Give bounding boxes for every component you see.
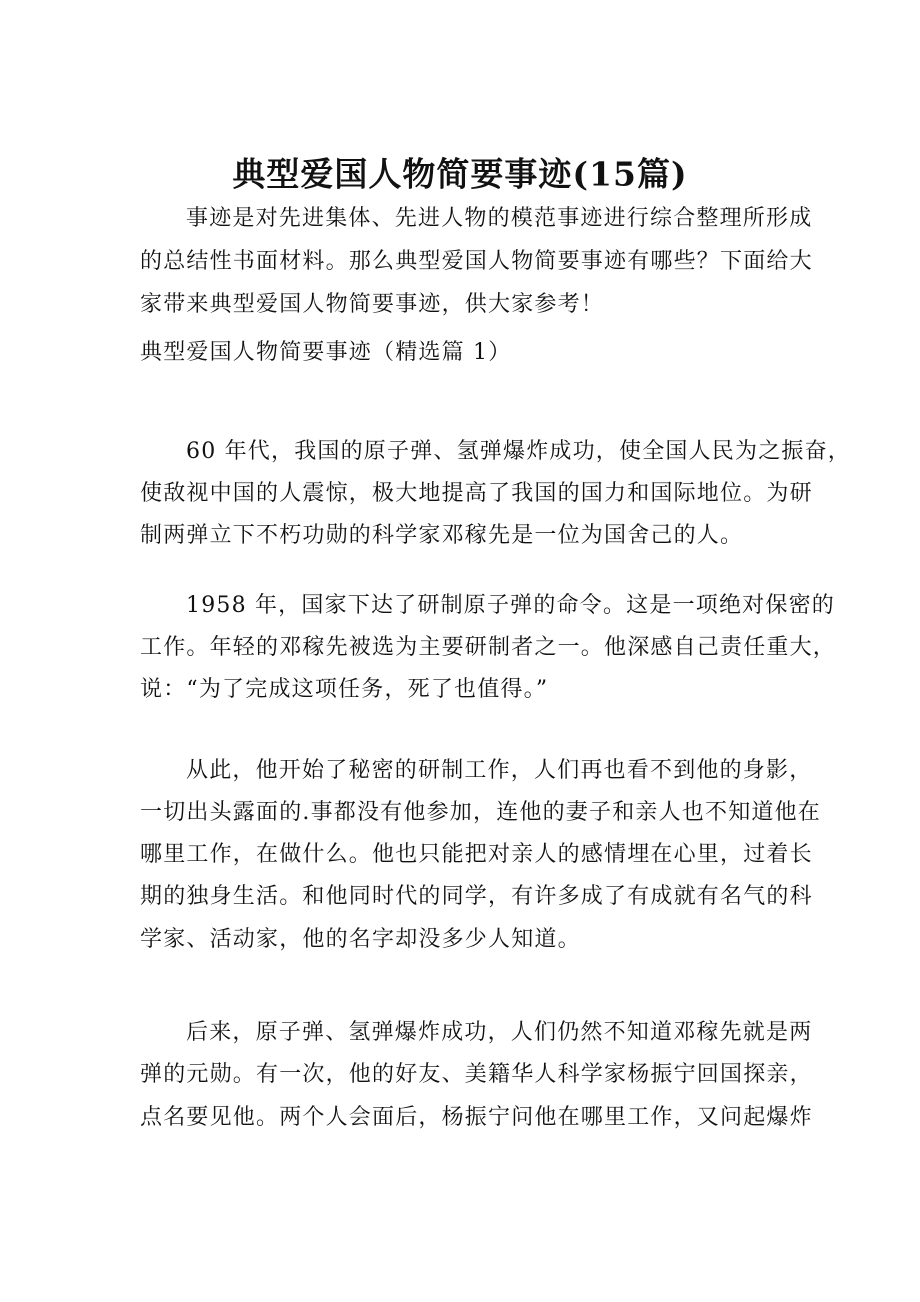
text-line: 家带来典型爱国人物简要事迹，供大家参考！ bbox=[140, 292, 605, 317]
text-line: 从此，他开始了秘密的研制工作，人们再也看不到他的身影， bbox=[186, 758, 813, 783]
text-line: 弹的元勋。有一次，他的好友、美籍华人科学家杨振宁回国探亲， bbox=[140, 1062, 813, 1087]
text-line: 期的独身生活。和他同时代的同学，有许多成了有成就有名气的科 bbox=[140, 884, 813, 909]
text-line: 使敌视中国的人震惊，极大地提高了我国的国力和国际地位。为研 bbox=[140, 481, 813, 506]
text-line: 工作。年轻的邓稼先被选为主要研制者之一。他深感自己责任重大， bbox=[140, 635, 837, 660]
text-line: 的总结性书面材料。那么典型爱国人物简要事迹有哪些？下面给大 bbox=[140, 249, 813, 274]
text-line: 学家、活动家，他的名字却没多少人知道。 bbox=[140, 927, 581, 952]
text-line: 制两弹立下不朽功勋的科学家邓稼先是一位为国舍己的人。 bbox=[140, 523, 744, 548]
text-line: 事迹是对先进集体、先进人物的模范事迹进行综合整理所形成 bbox=[186, 206, 813, 231]
section-heading: 典型爱国人物简要事迹（精选篇 1） bbox=[140, 340, 512, 365]
text-line: 后来，原子弹、氢弹爆炸成功，人们仍然不知道邓稼先就是两 bbox=[186, 1020, 813, 1045]
text-line: 一切出头露面的.事都没有他参加，连他的妻子和亲人也不知道他在 bbox=[140, 800, 821, 825]
text-line: 哪里工作，在做什么。他也只能把对亲人的感情埋在心里，过着长 bbox=[140, 842, 813, 867]
text-line: 60 年代，我国的原子弹、氢弹爆炸成功，使全国人民为之振奋， bbox=[186, 439, 851, 464]
text-line: 点名要见他。两个人会面后，杨振宁问他在哪里工作，又问起爆炸 bbox=[140, 1105, 813, 1130]
text-line: 1958 年，国家下达了研制原子弹的命令。这是一项绝对保密的 bbox=[186, 593, 835, 618]
document-title: 典型爱国人物简要事迹(15篇) bbox=[232, 154, 688, 194]
text-line: 说：“为了完成这项任务，死了也值得。” bbox=[140, 677, 549, 702]
